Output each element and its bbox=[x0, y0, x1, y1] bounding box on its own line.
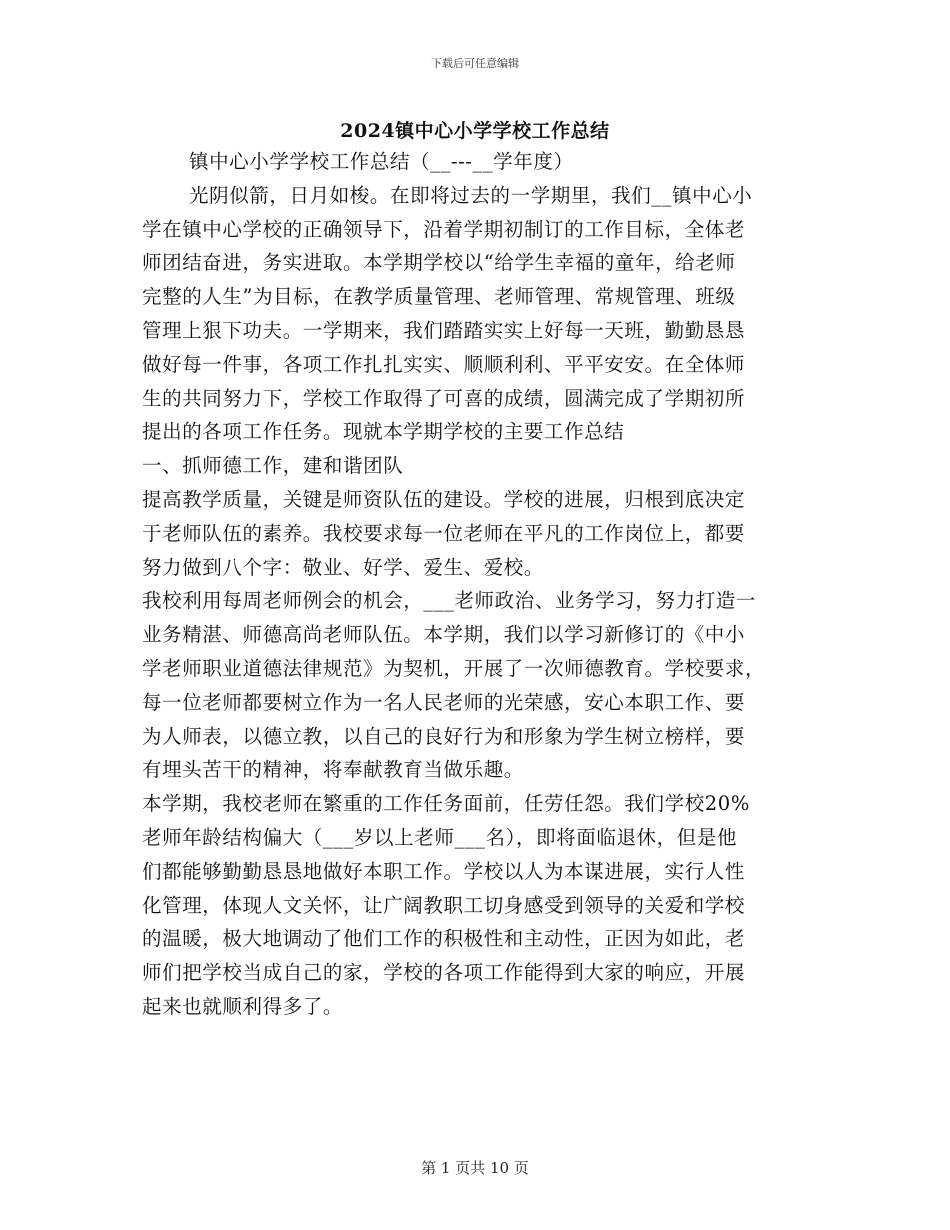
paragraph-line: 管理上狠下功夫。一学期来，我们踏踏实实上好每一天班，勤勤恳恳 bbox=[142, 318, 746, 342]
paragraph-line: 提高教学质量，关键是师资队伍的建设。学校的进展，归根到底决定 bbox=[142, 487, 746, 511]
paragraph-line: 光阴似箭，日月如梭。在即将过去的一学期里，我们__镇中心小 bbox=[189, 183, 753, 207]
document-body bbox=[142, 145, 802, 1024]
paragraph-line: 们都能够勤勤恳恳地做好本职工作。学校以人为本谋进展，实行人性 bbox=[142, 859, 746, 883]
paragraph-line: 生的共同努力下，学校工作取得了可喜的成绩，圆满完成了学期初所 bbox=[142, 386, 746, 410]
subtitle-line: 镇中心小学学校工作总结（__---__学年度） bbox=[189, 150, 574, 173]
paragraph-line: 学在镇中心学校的正确领导下，沿着学期初制订的工作目标，全体老 bbox=[142, 217, 746, 241]
paragraph-line: 本学期，我校老师在繁重的工作任务面前，任劳任怨。我们学校20% bbox=[142, 792, 750, 816]
paragraph-line: 的温暖，极大地调动了他们工作的积极性和主动性，正因为如此，老 bbox=[142, 927, 746, 951]
document-title: 2024镇中心小学学校工作总结 bbox=[340, 120, 610, 142]
paragraph-line: 老师年龄结构偏大（___岁以上老师___名），即将面临退休，但是他 bbox=[142, 825, 738, 849]
paragraph-line: 有埋头苦干的精神，将奉献教育当做乐趣。 bbox=[142, 758, 524, 782]
paragraph-line: 提出的各项工作任务。现就本学期学校的主要工作总结 bbox=[142, 420, 625, 444]
paragraph-line: 做好每一件事，各项工作扎扎实实、顺顺利利、平平安安。在全体师 bbox=[142, 352, 746, 376]
paragraph-line: 为人师表，以德立教，以自己的良好行为和形象为学生树立榜样，要 bbox=[142, 724, 746, 748]
paragraph-line: 业务精湛、师德高尚老师队伍。本学期，我们以学习新修订的《中小 bbox=[142, 623, 746, 647]
paragraph-line: 于老师队伍的素养。我校要求每一位老师在平凡的工作岗位上，都要 bbox=[142, 521, 746, 545]
paragraph-line: 学老师职业道德法律规范》为契机，开展了一次师德教育。学校要求， bbox=[142, 656, 766, 680]
paragraph-line: 努力做到八个字：敬业、好学、爱生、爱校。 bbox=[142, 555, 545, 579]
page-number-footer: 第 1 页共 10 页 bbox=[421, 1159, 529, 1177]
paragraph-line: 师们把学校当成自己的家，学校的各项工作能得到大家的响应，开展 bbox=[142, 961, 746, 985]
section-heading: 一、抓师德工作，建和谐团队 bbox=[142, 454, 404, 478]
paragraph-line: 化管理，体现人文关怀，让广阔教职工切身感受到领导的关爱和学校 bbox=[142, 893, 746, 917]
paragraph-line: 起来也就顺利得多了。 bbox=[142, 994, 344, 1018]
paragraph-line: 每一位老师都要树立作为一名人民老师的光荣感，安心本职工作、要 bbox=[142, 690, 746, 714]
page-header-note: 下载后可任意编辑 bbox=[431, 57, 519, 70]
paragraph-line: 师团结奋进，务实进取。本学期学校以“给学生幸福的童年，给老师 bbox=[142, 251, 736, 275]
paragraph-line: 完整的人生”为目标，在教学质量管理、老师管理、常规管理、班级 bbox=[142, 285, 736, 309]
paragraph-line: 我校利用每周老师例会的机会，___老师政治、业务学习，努力打造一 bbox=[142, 589, 756, 613]
